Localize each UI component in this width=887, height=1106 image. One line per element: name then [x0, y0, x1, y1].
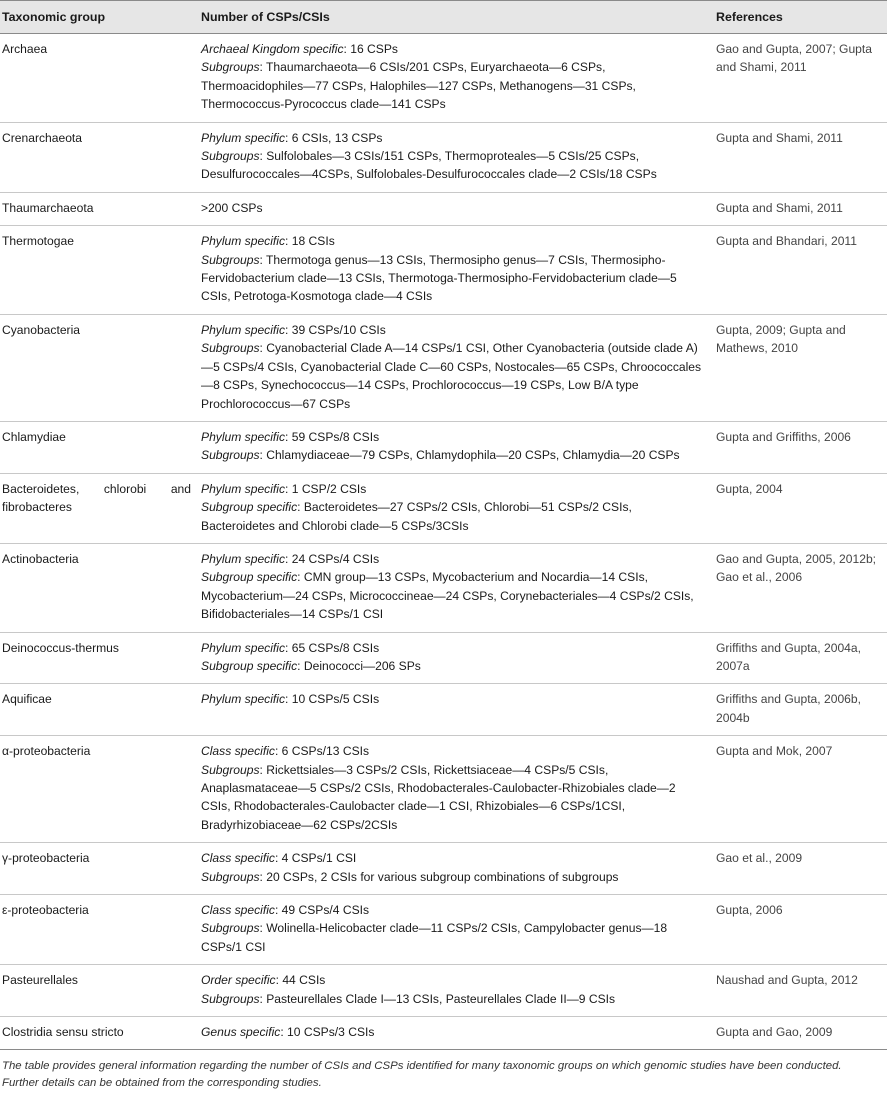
table-row: [0, 226, 887, 315]
counts-text: : 10 CSPs/3 CSIs: [280, 1025, 375, 1040]
table-body: [0, 34, 887, 1050]
header-references: References: [708, 1, 887, 34]
counts-line: [201, 446, 704, 464]
counts-cell: [195, 843, 708, 895]
counts-cell: [195, 122, 708, 192]
counts-line: [201, 232, 704, 250]
counts-cell: [195, 226, 708, 315]
counts-line: [201, 147, 704, 184]
counts-cell: [195, 1017, 708, 1050]
counts-text: : Cyanobacterial Clade A—14 CSPs/1 CSI, Other Cyanobacteria (outside clade A)—5 CSPs/4 CSIs, Cyanobacterial Clade C—60 CSPs, Nostocales—65 CSPs, Chroococcales—8 CSPs, Synechococcus—14 CSPs, Prochlorococcus—19 CSPs, Low B/A type Prochlorococcus—67 CSPs: [201, 341, 702, 411]
references-cell: Gupta, 2006: [708, 895, 887, 965]
counts-line: [201, 1023, 704, 1041]
counts-label: Genus specific: [201, 1025, 281, 1040]
references-cell: Gupta and Griffiths, 2006: [708, 421, 887, 473]
table-row: [0, 473, 887, 543]
references-cell: Naushad and Gupta, 2012: [708, 965, 887, 1017]
counts-label: Phylum specific: [201, 322, 286, 337]
counts-label: Phylum specific: [201, 429, 286, 444]
counts-text: : 24 CSPs/4 CSIs: [285, 551, 380, 566]
table-row: [0, 122, 887, 192]
counts-label: Phylum specific: [201, 692, 286, 707]
counts-label: Phylum specific: [201, 640, 286, 655]
counts-text: : 4 CSPs/1 CSI: [274, 851, 357, 866]
counts-text: : Deinococci—206 SPs: [297, 658, 421, 673]
counts-label: Class specific: [201, 903, 275, 918]
table-row: [0, 632, 887, 684]
table-row: [0, 192, 887, 225]
taxonomic-group-cell: Bacteroidetes, chlorobi and fibrobacteres: [0, 473, 195, 543]
taxonomic-group-cell: Archaea: [0, 34, 195, 123]
references-cell: Griffiths and Gupta, 2006b, 2004b: [708, 684, 887, 736]
counts-text: : 20 CSPs, 2 CSIs for various subgroup combinations of subgroups: [259, 869, 619, 884]
references-cell: Gupta and Bhandari, 2011: [708, 226, 887, 315]
counts-line: [201, 657, 704, 675]
counts-line: [201, 761, 704, 835]
counts-line: [201, 690, 704, 708]
counts-label: Phylum specific: [201, 234, 286, 249]
counts-label: Subgroups: [201, 448, 260, 463]
counts-text: : 6 CSPs/13 CSIs: [274, 744, 370, 759]
table-row: [0, 684, 887, 736]
counts-label: Subgroup specific: [201, 658, 298, 673]
counts-line: [201, 129, 704, 147]
counts-line: [201, 868, 704, 886]
counts-text: : 16 CSPs: [343, 42, 398, 56]
counts-label: Subgroups: [201, 252, 260, 267]
taxonomic-group-cell: Pasteurellales: [0, 965, 195, 1017]
counts-text: : 49 CSPs/4 CSIs: [274, 903, 370, 918]
counts-text: : 10 CSPs/5 CSIs: [285, 692, 380, 707]
counts-text: >200 CSPs: [201, 200, 263, 215]
counts-text: : Thaumarchaeota—6 CSIs/201 CSPs, Euryarchaeota—6 CSPs, Thermoacidophiles—77 CSPs, Halophiles—127 CSPs, Methanogens—31 CSPs, Thermococcus-Pyrococcus clade—141 CSPs: [201, 60, 636, 112]
counts-text: : Sulfolobales—3 CSIs/151 CSPs, Thermoproteales—5 CSIs/25 CSPs, Desulfurococcales—4CSPs, Sulfolobales-Desulfurococcales clade—2 CSIs/18 CSPs: [201, 149, 657, 182]
counts-cell: [195, 34, 708, 123]
counts-label: Class specific: [201, 851, 275, 866]
references-cell: Gupta and Shami, 2011: [708, 122, 887, 192]
counts-text: : 59 CSPs/8 CSIs: [285, 429, 380, 444]
counts-label: Subgroups: [201, 869, 260, 884]
counts-line: [201, 990, 704, 1008]
counts-cell: [195, 736, 708, 843]
counts-label: Archaeal Kingdom specific: [201, 42, 344, 56]
references-cell: Gao and Gupta, 2005, 2012b; Gao et al., 2006: [708, 543, 887, 632]
counts-text: : CMN group—13 CSPs, Mycobacterium and Nocardia—14 CSIs, Mycobacterium—24 CSPs, Micrococcineae—24 CSPs, Corynebacteriales—4 CSPs/2 CSIs, Bifidobacteriales—14 CSPs/1 CSI: [201, 570, 694, 622]
taxonomic-group-cell: Thaumarchaeota: [0, 192, 195, 225]
counts-label: Order specific: [201, 973, 276, 988]
table-row: [0, 895, 887, 965]
table-row: [0, 543, 887, 632]
counts-line: [201, 40, 704, 58]
references-cell: Griffiths and Gupta, 2004a, 2007a: [708, 632, 887, 684]
table-row: [0, 34, 887, 123]
counts-label: Subgroups: [201, 991, 260, 1006]
counts-text: : 18 CSIs: [285, 234, 335, 249]
counts-line: [201, 742, 704, 760]
counts-text: : 6 CSIs, 13 CSPs: [285, 130, 383, 145]
counts-cell: [195, 421, 708, 473]
counts-line: [201, 639, 704, 657]
taxonomic-group-cell: Deinococcus-thermus: [0, 632, 195, 684]
counts-cell: [195, 965, 708, 1017]
counts-line: [201, 321, 704, 339]
taxonomic-group-cell: γ-proteobacteria: [0, 843, 195, 895]
header-number-of-csps-csis: Number of CSPs/CSIs: [195, 1, 708, 34]
counts-line: [201, 251, 704, 306]
references-cell: Gupta, 2004: [708, 473, 887, 543]
counts-label: Subgroups: [201, 921, 260, 936]
counts-line: [201, 568, 704, 623]
taxonomic-group-cell: Crenarchaeota: [0, 122, 195, 192]
counts-cell: [195, 684, 708, 736]
counts-line: [201, 428, 704, 446]
counts-text: : 44 CSIs: [275, 973, 326, 988]
taxonomic-group-cell: ε-proteobacteria: [0, 895, 195, 965]
header-taxonomic-group: Taxonomic group: [0, 1, 195, 34]
counts-text: : Thermotoga genus—13 CSIs, Thermosipho genus—7 CSIs, Thermosipho-Fervidobacterium clade—13 CSIs, Thermotoga-Thermosipho-Fervidobacterium clade—5 CSIs, Petrotoga-Kosmotoga clade—4 CSIs: [201, 252, 677, 304]
counts-line: [201, 919, 704, 956]
table-row: [0, 421, 887, 473]
counts-cell: [195, 543, 708, 632]
counts-line: [201, 901, 704, 919]
header-row: [0, 1, 887, 34]
counts-label: Subgroups: [201, 762, 260, 777]
taxonomic-group-cell: Thermotogae: [0, 226, 195, 315]
counts-cell: [195, 314, 708, 421]
counts-text: : 1 CSP/2 CSIs: [285, 481, 367, 496]
counts-label: Subgroup specific: [201, 570, 298, 585]
counts-label: Subgroups: [201, 60, 260, 75]
counts-label: Subgroups: [201, 341, 260, 356]
counts-text: : 65 CSPs/8 CSIs: [285, 640, 380, 655]
taxonomic-group-cell: Chlamydiae: [0, 421, 195, 473]
counts-cell: [195, 192, 708, 225]
counts-text: : Pasteurellales Clade I—13 CSIs, Pasteurellales Clade II—9 CSIs: [259, 991, 616, 1006]
counts-cell: [195, 895, 708, 965]
table-row: [0, 843, 887, 895]
references-cell: Gao and Gupta, 2007; Gupta and Shami, 2011: [708, 34, 887, 123]
counts-line: [201, 849, 704, 867]
counts-line: [201, 550, 704, 568]
references-cell: Gupta, 2009; Gupta and Mathews, 2010: [708, 314, 887, 421]
counts-line: [201, 58, 704, 113]
counts-line: [201, 339, 704, 413]
table-header: [0, 1, 887, 34]
references-cell: Gupta and Gao, 2009: [708, 1017, 887, 1050]
counts-cell: [195, 473, 708, 543]
references-cell: Gao et al., 2009: [708, 843, 887, 895]
counts-text: : 39 CSPs/10 CSIs: [285, 322, 386, 337]
taxonomic-group-cell: Actinobacteria: [0, 543, 195, 632]
table-row: [0, 965, 887, 1017]
counts-label: Class specific: [201, 744, 275, 759]
counts-text: : Bacteroidetes—27 CSPs/2 CSIs, Chlorobi—51 CSPs/2 CSIs, Bacteroidetes and Chlorobi clade—5 CSPs/3CSIs: [201, 500, 632, 533]
counts-cell: [195, 632, 708, 684]
taxonomic-group-cell: Clostridia sensu stricto: [0, 1017, 195, 1050]
counts-text: : Rickettsiales—3 CSPs/2 CSIs, Rickettsiaceae—4 CSPs/5 CSIs, Anaplasmataceae—5 CSPs/2 CSIs, Rhodobacterales-Caulobacter-Rhizobiales clade—2 CSIs, Rhodobacterales-Caulobacter clade—1 CSI, Rhizobiales—6 CSPs/1CSI, Bradyrhizobiaceae—62 CSPs/2CSIs: [201, 762, 676, 832]
taxonomic-group-cell: Aquificae: [0, 684, 195, 736]
counts-label: Phylum specific: [201, 551, 286, 566]
references-cell: Gupta and Mok, 2007: [708, 736, 887, 843]
references-cell: Gupta and Shami, 2011: [708, 192, 887, 225]
counts-text: : Wolinella-Helicobacter clade—11 CSPs/2 CSIs, Campylobacter genus—18 CSPs/1 CSI: [201, 921, 668, 954]
counts-label: Subgroups: [201, 149, 260, 164]
counts-line: [201, 498, 704, 535]
counts-label: Phylum specific: [201, 130, 286, 145]
table-row: [0, 1017, 887, 1050]
taxonomic-group-cell: α-proteobacteria: [0, 736, 195, 843]
table-footnote: The table provides general information regarding the number of CSIs and CSPs identified for many taxonomic groups on which genomic studies have been conducted. Further details can be obtained from the corresponding studies.: [2, 1060, 842, 1090]
counts-label: Phylum specific: [201, 481, 286, 496]
table-row: [0, 314, 887, 421]
counts-label: Subgroup specific: [201, 500, 298, 515]
counts-text: : Chlamydiaceae—79 CSPs, Chlamydophila—20 CSPs, Chlamydia—20 CSPs: [259, 448, 680, 463]
counts-line: [201, 480, 704, 498]
taxonomic-group-cell: Cyanobacteria: [0, 314, 195, 421]
counts-line: [201, 199, 704, 217]
table-row: [0, 736, 887, 843]
counts-line: [201, 971, 704, 989]
